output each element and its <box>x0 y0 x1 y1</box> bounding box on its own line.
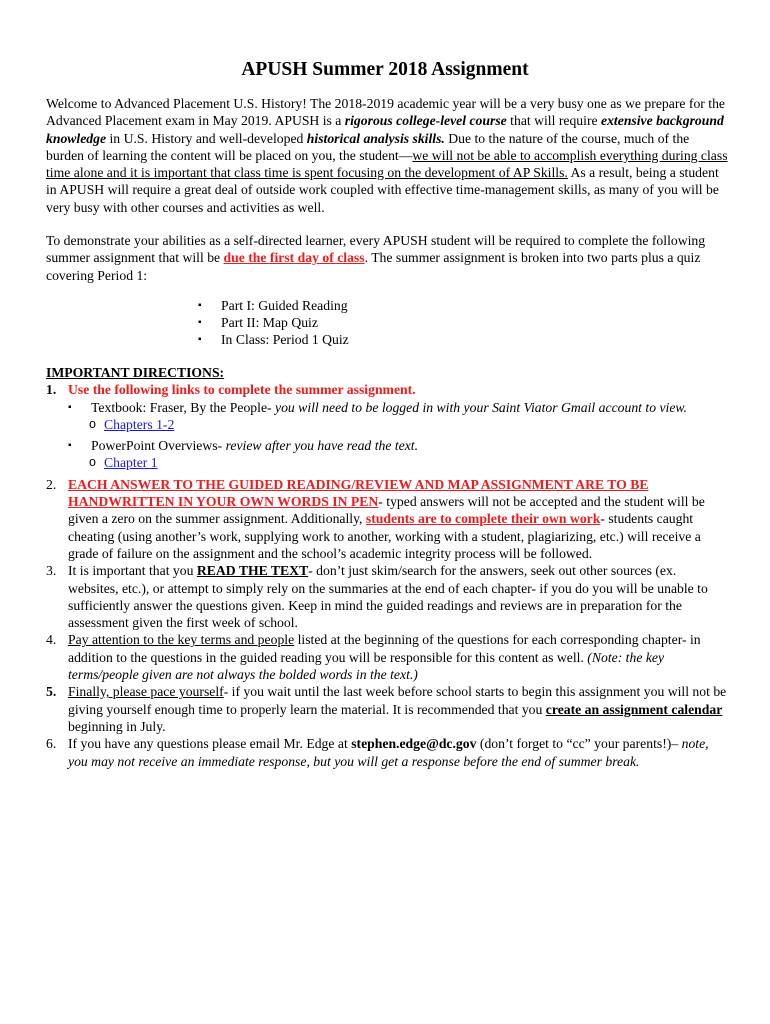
intro-paragraph: Welcome to Advanced Placement U.S. History! The 2018-2019 academic year will be a very busy one as we prepare for the Advanced Placement exam in May 2019. APUSH is a rigorous college-level course that will require extensive background knowledge in U.S. History and well-developed historical analysis skills. Due to the nature of the course, much of the burden of learning the content will be placed on you, the student—we will not be able to accomplish everything during class time alone and it is important that class time is spent focusing on the development of AP Skills. As a result, being a student in APUSH will require a great deal of outside work coupled with effective time-management skills, as many of you will be very busy with other courses and activities as well. <box>46 96 728 215</box>
list-item: ▪ Part II: Map Quiz <box>198 315 318 330</box>
direction-item-4: 4. Pay attention to the key terms and people listed at the beginning of the questions for each corresponding chapter- in addition to the questions in the guided reading you will be responsible for this content as well. (Note: the key terms/people given are not always the bolded words in the text.) <box>46 632 701 683</box>
bullet-icon: ▪ <box>198 300 202 311</box>
powerpoint-link-row: o Chapter 1 <box>89 455 158 471</box>
directions-heading: IMPORTANT DIRECTIONS: <box>46 365 225 380</box>
direction-item-3: 3. It is important that you READ THE TEXT- don’t just skim/search for the answers, seek out other sources (ex. websites, etc.), or attempt to simply rely on the summaries at the end of each chapter- if you do you will be unable to sufficiently answer the questions given. Keep in mind the guided readings and reviews are in preparation for the assessment given the first week of school. <box>46 563 708 631</box>
direction-item-1: 1. Use the following links to complete the summer assignment. <box>46 382 416 398</box>
direction-item-5: 5. Finally, please pace yourself- if you wait until the last week before school starts to begin this assignment you will not be giving yourself enough time to properly learn the material. It is recommended that you create an assignment calendar beginning in July. <box>46 684 727 734</box>
chapter-1-link[interactable]: Chapter 1 <box>104 455 158 471</box>
email-address: stephen.edge@dc.gov <box>351 736 477 752</box>
direction-item-6: 6. If you have any questions please email Mr. Edge at stephen.edge@dc.gov (don’t forget to “cc” your parents!)– note, you may not receive an immediate response, but you will get a response before the end of summer break. <box>46 736 709 769</box>
direction-item-2: 2. EACH ANSWER TO THE GUIDED READING/REVIEW AND MAP ASSIGNMENT ARE TO BE HANDWRITTEN IN YOUR OWN WORDS IN PEN- typed answers will not be accepted and the student will be given a zero on the summer assignment. Additionally, students are to complete their own work- students caught cheating (using another’s work, supplying work to another, working with a student, plagiarizing, etc.) will receive a grade of failure on the assignment and the school’s academic integrity process will be followed. <box>46 476 705 561</box>
chapters-1-2-link[interactable]: Chapters 1-2 <box>104 416 175 432</box>
list-item: ▪ Part I: Guided Reading <box>198 298 348 313</box>
bullet-icon: ▪ <box>68 401 72 413</box>
page-title: APUSH Summer 2018 Assignment <box>241 59 529 80</box>
textbook-item: ▪ Textbook: Fraser, By the People- you will need to be logged in with your Saint Viator Gmail account to view. <box>68 399 687 415</box>
bullet-icon: ▪ <box>198 317 202 328</box>
parts-list <box>198 297 598 348</box>
due-date-text: due the first day of class <box>223 250 365 266</box>
powerpoint-item: ▪ PowerPoint Overviews- review after you have read the text. <box>68 438 419 454</box>
directions-section <box>46 364 728 770</box>
bullet-icon: ▪ <box>68 440 72 452</box>
list-item: ▪ In Class: Period 1 Quiz <box>198 332 349 347</box>
assignment-paragraph: To demonstrate your abilities as a self-directed learner, every APUSH student will be required to complete the following summer assignment that will be due the first day of class. The summer assignment is broken into two parts plus a quiz covering Period 1: <box>46 233 706 283</box>
textbook-link-row: o Chapters 1-2 <box>89 416 175 432</box>
bullet-icon: ▪ <box>198 334 202 345</box>
